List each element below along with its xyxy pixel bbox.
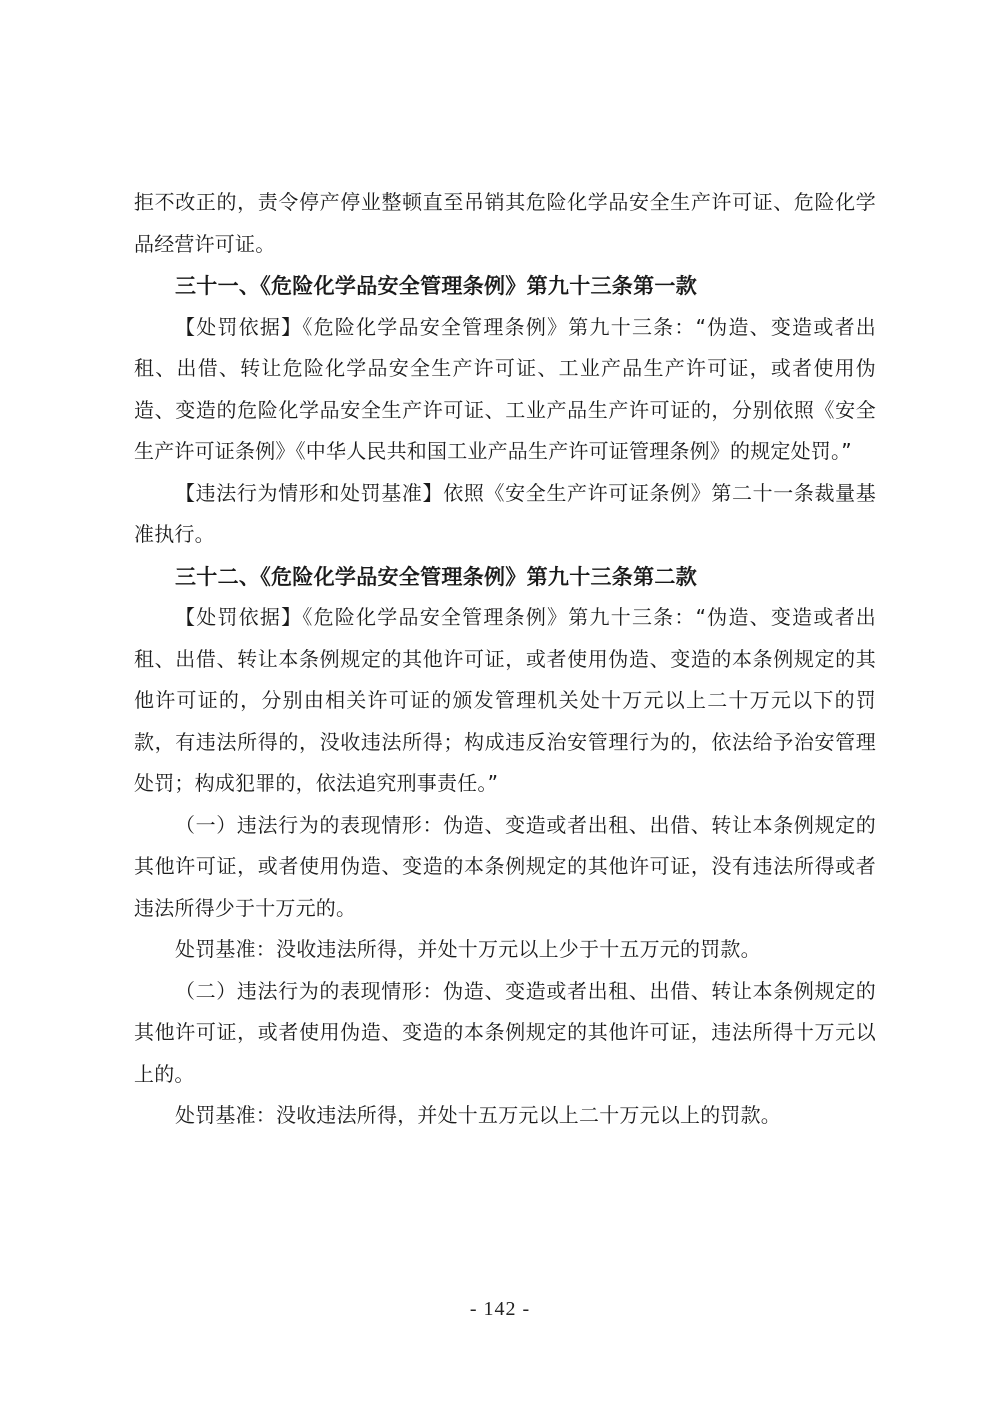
violation-standard-31: 【违法行为情形和处罚基准】依照《安全生产许可证条例》第二十一条裁量基准执行。 xyxy=(134,480,876,546)
document-body xyxy=(134,182,876,1137)
paragraph-continuation: 拒不改正的，责令停产停业整顿直至吊销其危险化学品安全生产许可证、危险化学品经营许可证。 xyxy=(134,190,876,256)
penalty-standard-1: 处罚基准：没收违法所得，并处十万元以上少于十五万元的罚款。 xyxy=(175,937,761,961)
section-heading-32: 三十二、《危险化学品安全管理条例》第九十三条第二款 xyxy=(175,563,697,589)
violation-case-2: （二）违法行为的表现情形：伪造、变造或者出租、出借、转让本条例规定的其他许可证，或者使用伪造、变造的本条例规定的其他许可证，违法所得十万元以上的。 xyxy=(134,978,876,1086)
penalty-standard-2: 处罚基准：没收违法所得，并处十五万元以上二十万元以上的罚款。 xyxy=(175,1103,781,1127)
violation-case-1: （一）违法行为的表现情形：伪造、变造或者出租、出借、转让本条例规定的其他许可证，或者使用伪造、变造的本条例规定的其他许可证，没有违法所得或者违法所得少于十万元的。 xyxy=(134,812,876,920)
penalty-basis-31: 【处罚依据】《危险化学品安全管理条例》第九十三条：“伪造、变造或者出租、出借、转让危险化学品安全生产许可证、工业产品生产许可证，或者使用伪造、变造的危险化学品安全生产许可证、工业产品生产许可证的，分别依照《安全生产许可证条例》《中华人民共和国工业产品生产许可证管理条例》的规定处罚。” xyxy=(134,314,876,463)
page-number: - 142 - xyxy=(469,1298,531,1320)
section-heading-31: 三十一、《危险化学品安全管理条例》第九十三条第一款 xyxy=(175,273,697,298)
penalty-basis-32: 【处罚依据】《危险化学品安全管理条例》第九十三条：“伪造、变造或者出租、出借、转让本条例规定的其他许可证，或者使用伪造、变造的本条例规定的其他许可证的，分别由相关许可证的颁发管理机关处十万元以上二十万元以下的罚款，有违法所得的，没收违法所得；构成违反治安管理行为的，依法给予治安管理处罚；构成犯罪的，依法追究刑事责任。” xyxy=(134,605,876,795)
